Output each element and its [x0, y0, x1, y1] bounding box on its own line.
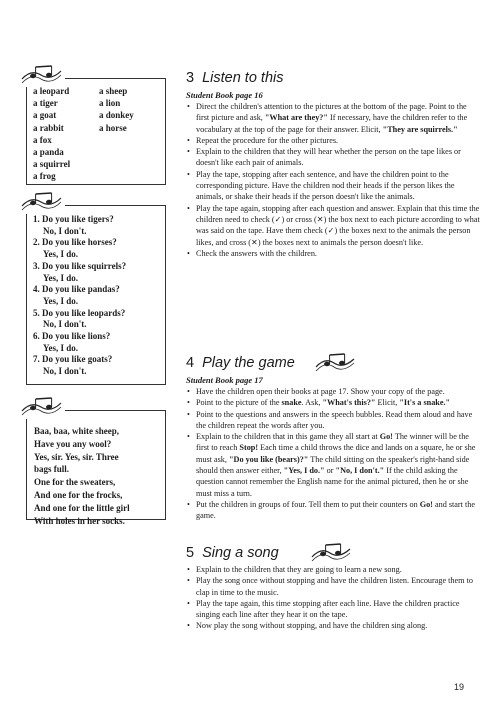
- bold-phrase: "They are squirrels.": [382, 124, 458, 134]
- answer-line: Yes, I do.: [43, 249, 79, 260]
- section-number: 5: [186, 545, 195, 561]
- music-notes-icon: [310, 543, 352, 565]
- section-title: Listen to this: [202, 70, 284, 86]
- instruction-text: Explain to the children that in this game they all start at: [196, 432, 380, 442]
- instruction-item: [186, 397, 480, 408]
- instruction-list: [186, 101, 480, 259]
- instruction-text: Direct the children's attention to the pictures at the bottom of the page. Point to the first picture and ask,: [196, 102, 467, 123]
- lyric-line: Have you any wool?: [34, 438, 112, 449]
- instruction-text: Repeat the procedure for the other pictures.: [196, 135, 339, 145]
- animal-word: a rabbit: [33, 122, 64, 133]
- student-book-ref: Student Book page 17: [186, 375, 263, 385]
- music-notes-icon: [19, 397, 65, 419]
- animal-list-left: [33, 85, 103, 183]
- instruction-item: [186, 620, 480, 631]
- lyric-line: Yes, sir. Yes, sir. Three: [34, 451, 119, 462]
- instruction-item: [186, 598, 480, 621]
- bold-phrase: "No, I don't.": [335, 466, 385, 476]
- answer-line: No, I don't.: [43, 366, 87, 377]
- instruction-list: [186, 386, 480, 522]
- instruction-text: Explain to the children that they are going to learn a new song.: [196, 565, 402, 574]
- instruction-list: [186, 564, 480, 632]
- instruction-text: Elicit,: [375, 398, 400, 408]
- student-book-ref: Student Book page 16: [186, 90, 263, 100]
- animal-word: a squirrel: [33, 159, 71, 170]
- bold-phrase: "Yes, I do.": [283, 466, 325, 476]
- lyric-line: One for the sweaters,: [34, 477, 116, 488]
- instruction-text: Play the tape again, stopping after each question and answer. Explain that this time the children need to check (✓) or cross (✕) the box next to each picture according to what was said on the tape. Have them check (✓) the boxes next to the animals the person likes, and cross (✕) the boxes next to animals the person doesn't like.: [196, 203, 480, 247]
- song-lyrics: [34, 425, 130, 527]
- bold-phrase: Go!: [379, 432, 393, 442]
- animal-word: a donkey: [99, 110, 134, 121]
- animal-word: a horse: [99, 122, 127, 133]
- lyric-line: bags full.: [34, 464, 70, 475]
- bold-phrase: "What's this?": [322, 398, 376, 408]
- instruction-item: [186, 101, 480, 135]
- music-notes-icon: [19, 192, 65, 214]
- bold-phrase: "What are they?": [264, 113, 328, 123]
- animal-list-right: [99, 85, 169, 134]
- instruction-text: Check the answers with the children.: [196, 248, 317, 258]
- qa-list: [33, 214, 126, 378]
- lyric-line: And one for the little girl: [34, 502, 130, 513]
- instruction-text: Explain to the children that they will hear whether the person on the tape likes or doesn't like each pair of animals.: [196, 147, 461, 168]
- lyric-line: With holes in her socks.: [34, 515, 125, 526]
- instruction-text: The winner will be the first to reach: [196, 432, 469, 453]
- animal-word: a tiger: [33, 98, 58, 109]
- section-listen: [186, 70, 480, 259]
- answer-line: Yes, I do.: [43, 342, 79, 353]
- bold-phrase: snake: [281, 398, 302, 408]
- instruction-text: If the child asking the question cannot remember the English name for the animal pictured, then he or she must miss a turn.: [196, 466, 469, 498]
- vocabulary-box: [26, 78, 166, 185]
- instruction-text: Have the children open their books at page 17. Show your copy of the page.: [196, 387, 445, 396]
- instruction-text: Play the song once without stopping and have the children listen. Encourage them to clap in time to the music.: [196, 576, 473, 597]
- answer-line: No, I don't.: [43, 319, 87, 330]
- animal-word: a lion: [99, 98, 121, 109]
- lyric-line: And one for the frocks,: [34, 489, 123, 500]
- instruction-text: Play the tape again, this time stopping after each line. Have the children practice singing each line after they hear it on the tape.: [196, 598, 460, 620]
- animal-word: a leopard: [33, 86, 70, 96]
- question-line: 1. Do you like tigers?: [33, 214, 114, 224]
- question-answer-box: [26, 205, 166, 385]
- question-line: 4. Do you like pandas?: [33, 284, 120, 295]
- instruction-text: . Ask,: [301, 398, 323, 408]
- instruction-item: [186, 248, 480, 259]
- instruction-item: [186, 203, 480, 248]
- music-notes-icon: [19, 65, 65, 87]
- lyric-line: Baa, baa, white sheep,: [34, 426, 120, 436]
- section-song: [186, 545, 480, 632]
- animal-word: a panda: [33, 147, 64, 158]
- page-number: 19: [454, 682, 465, 692]
- instruction-item: [186, 386, 480, 397]
- instruction-item: [186, 564, 480, 575]
- instruction-item: [186, 499, 480, 522]
- question-line: 3. Do you like squirrels?: [33, 260, 127, 271]
- song-lyrics-box: [26, 410, 166, 526]
- instruction-text: Put the children in groups of four. Tell them to put their counters on: [196, 499, 420, 509]
- instruction-text: Play the tape, stopping after each sentence, and have the children point to the corresponding picture. Have the children nod their heads if the person likes the animals, or shake their heads if the person doesn't like the animals.: [196, 169, 455, 202]
- animal-word: a fox: [33, 134, 52, 145]
- instruction-item: [186, 146, 480, 169]
- music-notes-icon: [314, 353, 356, 375]
- section-title: Sing a song: [202, 545, 279, 561]
- instruction-text: Each time a child throws the dice and lands on a square, he or she must ask,: [196, 443, 476, 464]
- instruction-item: [186, 575, 480, 598]
- section-number: 4: [186, 355, 195, 371]
- section-heading: [186, 545, 480, 563]
- instruction-text: Point to the picture of the: [196, 398, 282, 408]
- instruction-text: Point to the questions and answers in the speech bubbles. Read them aloud and have the children repeat the words after you.: [196, 409, 473, 430]
- instruction-item: [186, 169, 480, 203]
- instruction-text: or: [324, 466, 336, 476]
- instruction-text: and start the game.: [196, 499, 475, 521]
- instruction-text: Now play the song without stopping, and have the children sing along.: [196, 621, 428, 631]
- section-number: 3: [186, 70, 195, 86]
- section-heading: [186, 70, 480, 88]
- question-line: 2. Do you like horses?: [33, 237, 117, 248]
- instruction-item: [186, 409, 480, 432]
- animal-word: a frog: [33, 171, 56, 182]
- question-line: 7. Do you like goats?: [33, 354, 113, 365]
- instruction-text: The child sitting on the speaker's right-hand side should then answer either,: [196, 454, 470, 476]
- instruction-item: [186, 135, 480, 146]
- question-line: 6. Do you like lions?: [33, 331, 111, 342]
- section-title: Play the game: [202, 355, 295, 371]
- answer-line: No, I don't.: [43, 225, 87, 236]
- bold-phrase: Go!: [419, 499, 433, 509]
- instruction-item: [186, 431, 480, 499]
- animal-word: a sheep: [99, 86, 128, 96]
- section-heading: [186, 355, 480, 373]
- bold-phrase: "Do you like (bears)?": [228, 454, 309, 464]
- question-line: 5. Do you like leopards?: [33, 307, 126, 318]
- answer-line: Yes, I do.: [43, 272, 79, 283]
- instruction-text: If necessary, have the children refer to the vocabulary at the top of the page for their answer. Elicit,: [196, 113, 468, 134]
- bold-phrase: Stop!: [239, 443, 259, 453]
- section-game: [186, 355, 480, 522]
- animal-word: a goat: [33, 110, 57, 121]
- bold-phrase: "It's a snake.": [399, 398, 451, 408]
- answer-line: Yes, I do.: [43, 295, 79, 306]
